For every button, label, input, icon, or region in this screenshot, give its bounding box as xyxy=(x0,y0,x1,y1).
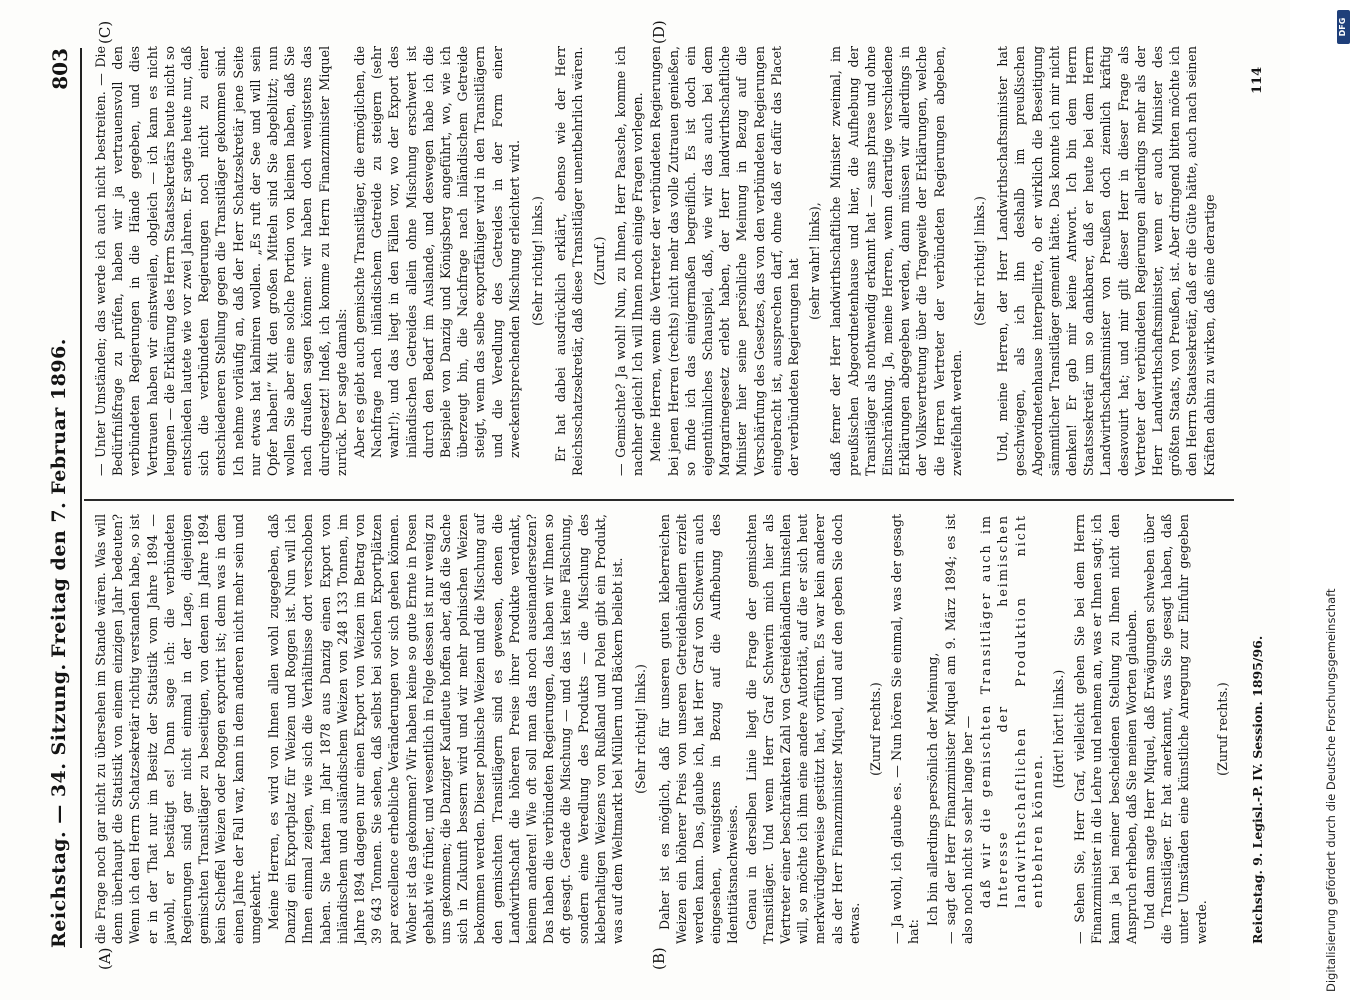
dfg-logo-icon xyxy=(1337,10,1350,44)
right-paragraph-2: Er hat dabei ausdrücklich erklärt, ebenso wie der Herr Reichsschatzsekretär, daß diese Transitläger unentbehrlich wären. xyxy=(553,46,586,476)
page-footer-sheet-number: 114 xyxy=(1250,66,1265,94)
left-paragraph-2: Meine Herren, es wird von Ihnen allen wohl zugegeben, daß Danzig ein Exportplatz für Weizen und Roggen ist. Nun will ich Ihnen einmal zeigen, wie sich die Verhältnisse dort verschoben haben. Sie hatten im Jahr 1878 aus Danzig einen Export von inländischem und ausländischem Weizen von 248 133 Tonnen, im Jahre 1894 dagegen nur einen Export von Weizen im Betrag von 39 643 Tonnen. Sie sehen, daß selbst bei solchen Exportplätzen par excellence erhebliche Veränderungen vor sich gehen können. Woher ist das gekommen? Wir haben keine so gute Ernte in Posen gehabt wie früher, und wesentlich in Folge dessen ist nur wenig zu uns gekommen; die Danziger Kaufleute hoffen aber, daß die Sache sich in Zukunft bessern wird und wir mehr polnischen Weizen bekommen werden. Dieser polnische Weizen und die Mischung auf den gemischten Transitlägern sind es gewesen, denen die Landwirthschaft die höheren Preise ihrer Produkte verdankt, keinem anderen! Wie oft soll man das noch auseinandersetzen? Das haben die verbündeten Regierungen, das haben wir Ihnen so oft gesagt. Gerade die Mischung — und das ist keine Fälschung, sondern eine Veredlung des Produkts — die Mischung des kleberhaltigen Weizens von Rußland und Polen gibt ein Produkt, was auf dem Weltmarkt bei Müllern und Bäckern beliebt ist. xyxy=(266,514,626,944)
left-interjection-1: (Sehr richtig! links.) xyxy=(633,664,649,794)
left-paragraph-6: — sagt der Herr Finanzminister Miquel am 9. März 1894; es ist also noch nicht so sehr lange her — xyxy=(942,514,975,944)
page-header xyxy=(40,48,80,948)
left-quote-2: daß wir die gemischten Transitläger auch im Interesse der heimischen landwirthschaftlichen Produktion nicht entbehren können. xyxy=(978,514,1045,908)
left-interjection-4: (Zuruf rechts.) xyxy=(1214,682,1230,776)
right-paragraph-6: Und, meine Herren, der Herr Landwirthschaftsminister hat geschwiegen, als ich ihn deshalb im preußischen Abgeordnetenhause interpellirte, ob er wirklich die Beseitigung sämmtlicher Transitläger gemeint hätte. Das konnte ich mir nicht denken! Er gab mir keine Antwort. Ich bin dem Herrn Staatssekretär um so dankbarer, daß er heute bei dem Herrn Landwirthschaftsminister von Preußen doch ziemlich kräftig desavouirt hat; und mir gilt dieser Herr in dieser Frage als Vertreter der verbündeten Regierungen allerdings mehr als der Herr Landwirthschaftsminister, wenn er auch Minister des größten Staats, von Preußen, ist. Aber dringend bitten möchte ich den Herrn Staatssekretär, daß er die Güte hätte, auch nach seinen Kräften dahin zu wirken, daß eine derartige xyxy=(995,46,1217,476)
left-paragraph-5: — Ja wohl, ich glaube es. — Nun hören Sie einmal, was der gesagt hat: xyxy=(889,514,922,944)
page-footer-session: Reichstag. 9. Legisl.-P. IV. Session. 1895/96. xyxy=(1250,635,1265,944)
page-number: 803 xyxy=(48,48,72,90)
right-paragraph-5: daß ferner der Herr landwirthschaftliche Minister zweimal, im preußischen Abgeordnetenhause und hier, die Aufhebung der Transitläger als nothwendig erkannt hat — sans phrase und ohne Einschränkung. Ja, meine Herren, wenn derartige verschiedene Erklärungen abgegeben werden, dann müssen wir allerdings in der Volksvertretung über die Tragweite der Erklärungen, welche die Herren Vertreter der verbündeten Regierungen abgeben, zweifelhaft werden. xyxy=(828,46,964,476)
left-paragraph-3: Daher ist es möglich, daß für unseren guten kleberreichen Weizen ein höherer Preis von unseren Getreidehändlern erzielt werden kann. Das, glaube ich, hat Herr Graf von Schwerin auch eingesehen, wenigstens in Bezug auf die Aufhebung des Identitätsnachweises. xyxy=(656,514,741,944)
right-paragraph-3: — Gemischte? Ja wohl! Nun, zu Ihnen, Herr Paasche, komme ich nachher gleich! Ich will Ihnen noch einige Fragen vorlegen. xyxy=(612,46,646,476)
right-column xyxy=(92,46,1219,476)
left-column xyxy=(92,514,1235,944)
left-paragraph-7: — Sehen Sie, Herr Graf, vielleicht gehen Sie bei dem Herrn Finanzminister in die Lehre und nehmen an, was er Ihnen sagt; ich kann ja bei meiner bescheidenen Stellung zu Ihnen nicht den Anspruch erheben, daß Sie meinen Worten glauben. xyxy=(1072,514,1139,944)
right-quote-1: Aber es giebt auch gemischte Transitläger, die ermöglichen, die Nachfrage nach inländischem Getreide zu steigern (sehr wahr!); und das liegt in den Fällen vor, wo der Export des inländischen Getreides allein ohne Mischung erschwert ist durch den Bedarf im Auslande, und deswegen habe ich die Beispiele von Danzig und Königsberg angeführt, wo, wie ich überzeugt bin, die Nachfrage nach inländischem Getreide steigt, wenn das selbe exportfähiger wird in den Transitlägern und die Veredlung des Getreides in der Form einer zweckentsprechenden Mischung erleichtert wird. xyxy=(352,46,522,458)
left-interjection-3: (Hört! hört! links.) xyxy=(1050,669,1066,789)
margin-letter-b: (B) xyxy=(650,947,668,970)
margin-letter-c: (C) xyxy=(96,20,114,44)
dfg-logo-label: DFG xyxy=(1338,17,1347,37)
digitization-credit xyxy=(1318,8,1348,992)
header-session: Reichstag. — 34. Sitzung. xyxy=(48,663,70,948)
margin-letter-a: (A) xyxy=(96,947,114,970)
left-interjection-2: (Zuruf rechts.) xyxy=(867,682,883,776)
right-paragraph-1: — Unter Umständen; das werde ich auch nicht bestreiten. — Die Bedürfnißfrage zu prüfen, haben wir ja vertrauensvoll den verbündeten Regierungen in die Hände gegeben, und dies Vertrauen haben wir einstweilen, obgleich — ich kann es nicht leugnen — die Erklärung des Herrn Staatssekretärs heute nicht so entschieden lautete wie vor zwei Jahren. Er sagte heute nur, daß sich die verbündeten Regierungen noch nicht zu einer entschiedeneren Stellung gegen die Transitläger gekommen sind. Ich nehme vorläufig an, daß der Herr Schatzsekretär jene Seite nur etwas hat kalmiren wollen. „Es ruft der See und will sein Opfer haben!“ Mit den großen Mitteln sind Sie abgeblitzt; nun wollen Sie aber eine solche Portion von kleinen haben, daß Sie nach draußen sagen können: wir haben doch wenigstens das durchgesetzt! Indeß, ich komme zu Herrn Finanzminister Miquel zurück. Der sagte damals: xyxy=(93,46,349,476)
margin-letter-d: (D) xyxy=(650,20,668,44)
credit-text: Digitalisierung gefördert durch die Deutsche Forschungsgemeinschaft xyxy=(1324,588,1338,992)
left-paragraph-1: die Frage noch gar nicht zu übersehen im Stande wären. Was will denn überhaupt die Statistik von einem einzigen Jahr bedeuten? Wenn ich den Herrn Schatzsekretär richtig verstanden habe, so ist er in der That nur im Besitz der Statistik vom Jahre 1894 — jawohl, er bestätigt es! Dann sage ich: die verbündeten Regierungen sind gar nicht einmal in der Lage, diejenigen gemischten Transitläger zu beseitigen, von denen im Jahre 1894 kein Scheffel Weizen oder Roggen exportirt ist; denn was in dem einen Jahre der Fall war, kann in dem anderen nicht mehr sein und umgekehrt. xyxy=(93,514,263,944)
left-paragraph-8: Und dann sagte Herr Miquel, daß Erwägungen schweben über die Transitläger. Er hat anerkannt, was Sie gesagt haben, daß unter Umständen eine künstliche Anregung zur Einfuhr gegeben werde. xyxy=(1141,514,1209,944)
right-interjection-4: (Sehr richtig! links.) xyxy=(971,196,987,326)
left-quote-1: Ich bin allerdings persönlich der Meinung, xyxy=(924,652,940,926)
right-interjection-2: (Zuruf.) xyxy=(591,236,607,286)
column-divider xyxy=(84,499,1234,501)
right-interjection-1: (Sehr richtig! links.) xyxy=(530,196,546,326)
right-interjection-3: (sehr wahr! links), xyxy=(807,202,823,320)
right-paragraph-4: Meine Herren, wenn die Vertreter der verbündeten Regierungen bei jenen Herren (rechts) nicht mehr das volle Zutrauen genießen, so finde ich das einigermaßen begreiflich. Es ist doch ein eigenthümliches Schauspiel, daß, wie wir das auch bei dem Margarinegesetz erlebt haben, der Herr landwirthschaftliche Minister hier seine persönliche Meinung in Bezug auf die Verschärfung des Gesetzes, das von den verbündeten Regierungen eingebracht ist, aussprechen darf, ohne daß er dafür das Placet der verbündeten Regierungen hat xyxy=(648,46,801,476)
left-paragraph-4: Genau in derselben Linie liegt die Frage der gemischten Transitläger. Und wenn Herr Graf Schwerin mich hier als Vertreter einer beschränkten Zahl von Getreidehändlern hinstellen will, so möchte ich ihm eine andere Autorität, auf die er sich heut merkwürdigerweise gestützt hat, vorführen. Es war kein anderer als der Herr Finanzminister Miquel, und auf den geben Sie doch etwas. xyxy=(743,514,862,944)
header-rule xyxy=(80,48,82,948)
header-date: Freitag den 7. Februar 1896. xyxy=(48,338,70,658)
